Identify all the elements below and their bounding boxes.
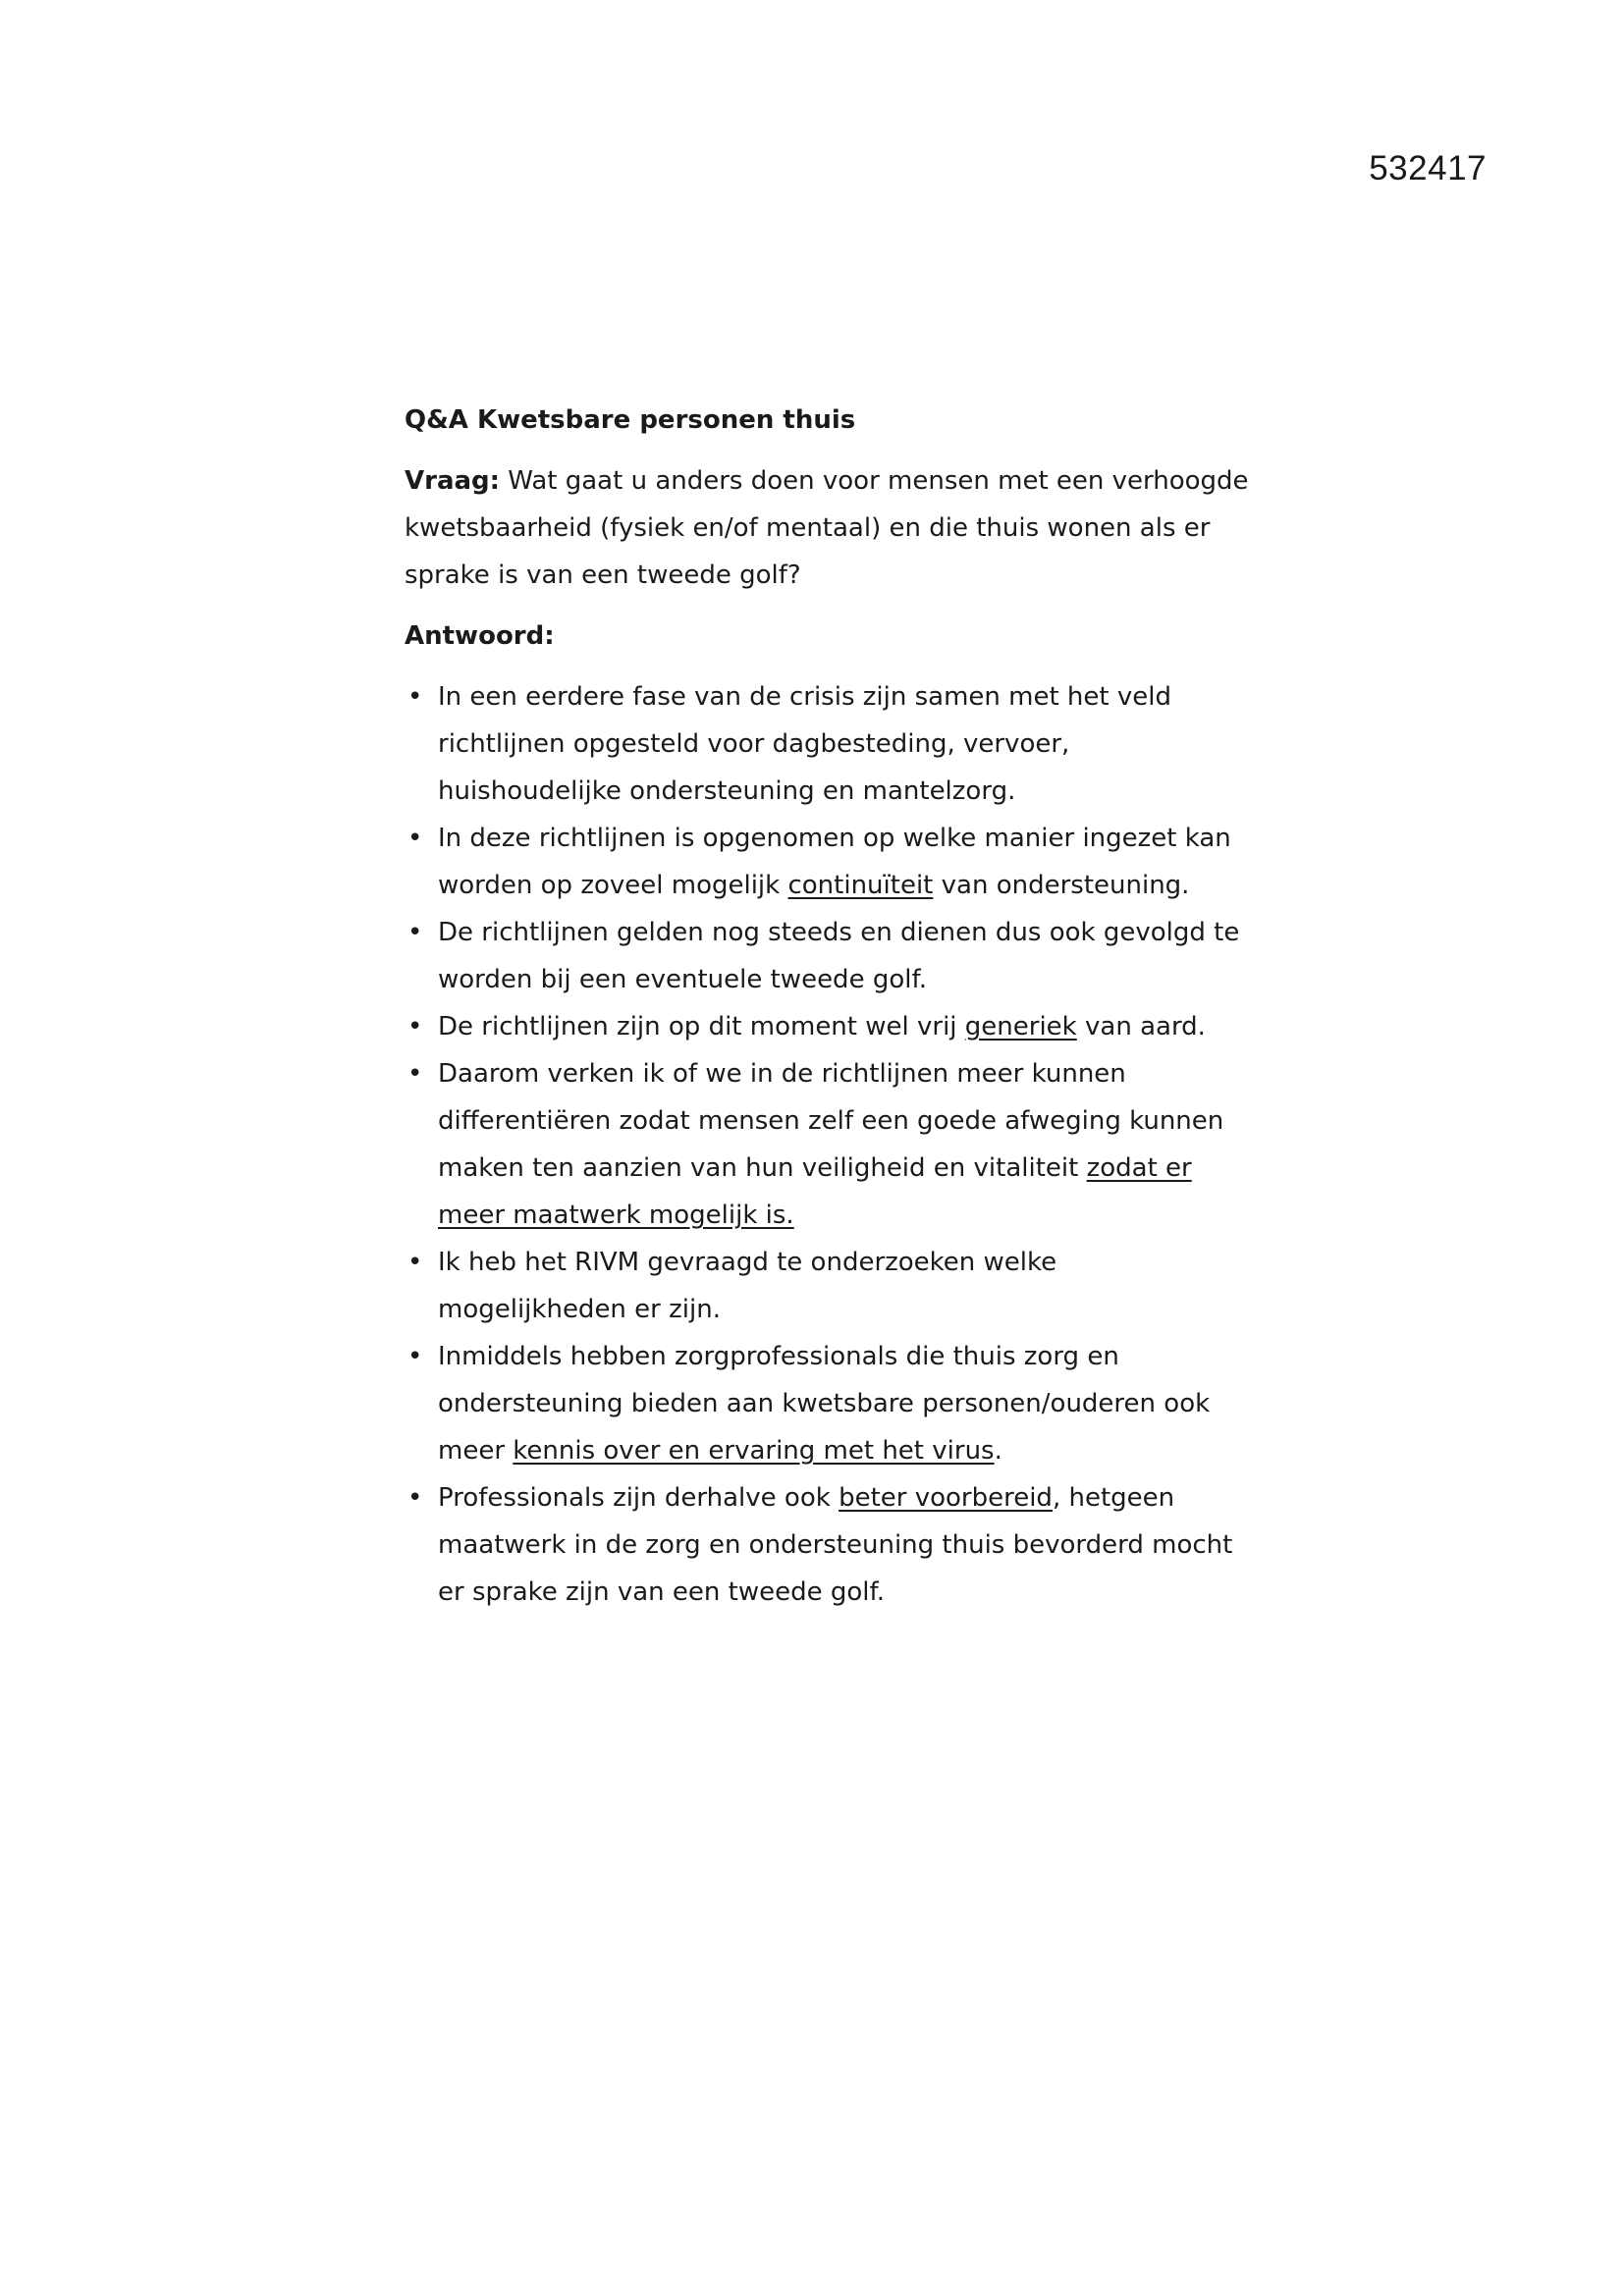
bullet-text: Ik heb het RIVM gevraagd te onderzoeken welke mogelijkheden er zijn. xyxy=(438,1248,1057,1324)
bullet-text: . xyxy=(994,1436,1002,1466)
bullet-text: In deze richtlijnen is opgenomen op welke manier ingezet kan worden op zoveel mogelijk xyxy=(438,824,1231,900)
bullet-text: De richtlijnen gelden nog steeds en dienen dus ook gevolgd te worden bij een eventuele tweede golf. xyxy=(438,918,1240,994)
bullet-item-4 xyxy=(405,1003,1249,1050)
bullet-icon: • xyxy=(407,824,423,853)
bullet-item-6 xyxy=(405,1239,1249,1333)
bullet-icon: • xyxy=(407,1248,423,1277)
bullet-icon: • xyxy=(407,1012,423,1041)
underlined-text: kennis over en ervaring met het virus xyxy=(513,1436,995,1466)
bullet-icon: • xyxy=(407,1342,423,1371)
answer-bullet-list xyxy=(405,673,1249,1616)
question-paragraph xyxy=(405,457,1249,599)
document-body xyxy=(405,397,1249,1616)
underlined-text: generiek xyxy=(964,1012,1077,1041)
underlined-text: zodat er meer maatwerk mogelijk is. xyxy=(438,1153,1192,1230)
question-label: Vraag: xyxy=(405,466,501,496)
bullet-icon: • xyxy=(407,682,423,712)
bullet-text: van ondersteuning. xyxy=(933,871,1190,900)
bullet-text: Inmiddels hebben zorgprofessionals die thuis zorg en ondersteuning bieden aan kwetsbare personen/ouderen ook meer xyxy=(438,1342,1211,1466)
bullet-icon: • xyxy=(407,1059,423,1089)
bullet-item-3 xyxy=(405,909,1249,1003)
underlined-text: beter voorbereid xyxy=(839,1483,1053,1513)
bullet-icon: • xyxy=(407,918,423,947)
bullet-item-2 xyxy=(405,815,1249,909)
bullet-text: Daarom verken ik of we in de richtlijnen meer kunnen differentiëren zodat mensen zelf een goede afweging kunnen maken ten aanzien van hun veiligheid en vitaliteit xyxy=(438,1059,1224,1183)
bullet-item-8 xyxy=(405,1474,1249,1616)
bullet-text: De richtlijnen zijn op dit moment wel vrij xyxy=(438,1012,965,1041)
bullet-item-1 xyxy=(405,673,1249,815)
bullet-item-7 xyxy=(405,1333,1249,1474)
answer-label: Antwoord: xyxy=(405,621,555,651)
document-title: Q&A Kwetsbare personen thuis xyxy=(405,405,856,435)
bullet-text: In een eerdere fase van de crisis zijn samen met het veld richtlijnen opgesteld voor dagbesteding, vervoer, huishoudelijke ondersteuning en mantelzorg. xyxy=(438,682,1171,806)
question-text: Wat gaat u anders doen voor mensen met een verhoogde kwetsbaarheid (fysiek en/of mentaal) en die thuis wonen als er sprake is van een tweede golf? xyxy=(405,466,1249,590)
page-number: 532417 xyxy=(1369,149,1487,187)
bullet-icon: • xyxy=(407,1483,423,1513)
bullet-text: Professionals zijn derhalve ook xyxy=(438,1483,839,1513)
bullet-text: , hetgeen maatwerk in de zorg en ondersteuning thuis bevorderd mocht er sprake zijn van een tweede golf. xyxy=(438,1483,1233,1607)
bullet-text: van aard. xyxy=(1076,1012,1206,1041)
bullet-item-5 xyxy=(405,1050,1249,1239)
underlined-text: continuïteit xyxy=(787,871,934,900)
